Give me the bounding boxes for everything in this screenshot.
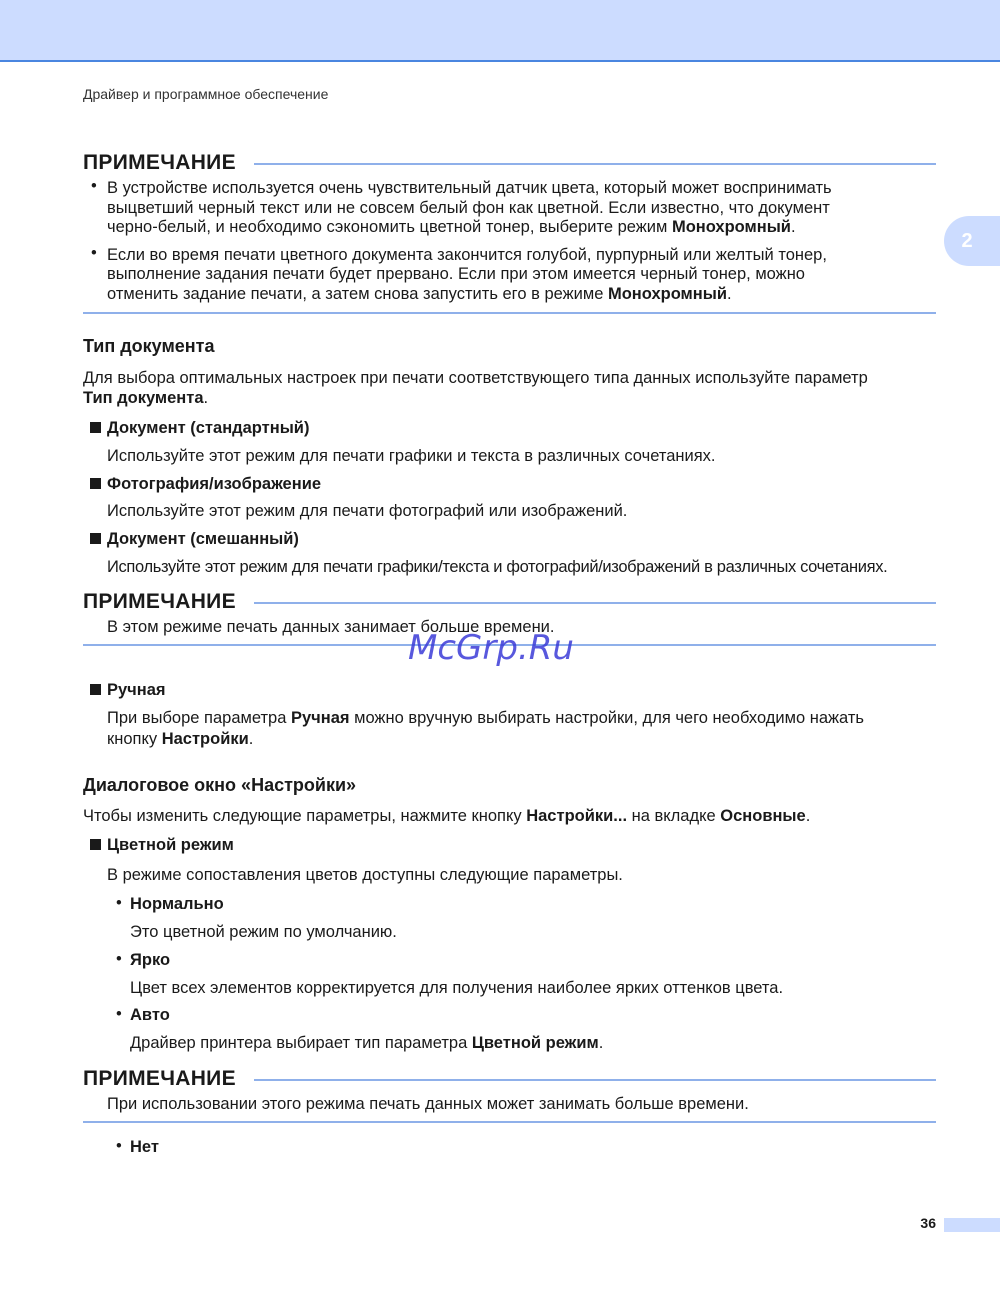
bullet-icon: • [91, 177, 97, 195]
note-heading [83, 151, 936, 175]
chapter-tab: 2 [944, 216, 1000, 266]
option-desc: Используйте этот режим для печати фотографий или изображений. [107, 502, 628, 520]
bullet-icon: • [116, 1137, 122, 1155]
note-text: Если во время печати цветного документа закончится голубой, пурпурный или желтый тонер, [107, 246, 827, 264]
paragraph: Чтобы изменить следующие параметры, нажмите кнопку Настройки... на вкладке Основные. [83, 807, 811, 825]
section-heading: Диалоговое окно «Настройки» [83, 775, 357, 795]
option-desc: В режиме сопоставления цветов доступны следующие параметры. [107, 866, 623, 884]
paragraph: Для выбора оптимальных настроек при печати соответствующего типа данных используйте параметр [83, 369, 868, 387]
sub-option-title: Нет [130, 1138, 159, 1156]
note-heading [83, 590, 936, 614]
option-title: Документ (смешанный) [90, 529, 299, 549]
note-end-rule [83, 312, 936, 314]
watermark: McGrp.Ru [408, 628, 574, 668]
note-rule [254, 602, 936, 604]
option-title: Ручная [90, 680, 166, 700]
section-heading: Тип документа [83, 336, 215, 356]
note-rule [254, 163, 936, 165]
square-bullet-icon [90, 422, 101, 433]
option-desc: Используйте этот режим для печати графики/текста и фотографий/изображений в различных сочетаниях. [107, 558, 888, 576]
option-desc: кнопку Настройки. [107, 730, 254, 748]
sub-option-title: Авто [130, 1006, 170, 1024]
note-text: При использовании этого режима печать данных может занимать больше времени. [107, 1095, 749, 1113]
option-desc: При выборе параметра Ручная можно вручную выбирать настройки, для чего необходимо нажать [107, 709, 865, 727]
sub-option-desc: Цвет всех элементов корректируется для получения наиболее ярких оттенков цвета. [130, 979, 784, 997]
note-title: ПРИМЕЧАНИЕ [83, 151, 236, 174]
sub-option-desc: Это цветной режим по умолчанию. [130, 923, 397, 941]
sub-option-desc: Драйвер принтера выбирает тип параметра Цветной режим. [130, 1034, 604, 1052]
note-heading [83, 1067, 936, 1091]
note-title: ПРИМЕЧАНИЕ [83, 1067, 236, 1090]
option-desc: Используйте этот режим для печати графики и текста в различных сочетаниях. [107, 447, 716, 465]
paragraph: Тип документа. [83, 389, 209, 407]
bullet-icon: • [116, 1005, 122, 1023]
bullet-icon: • [116, 894, 122, 912]
square-bullet-icon [90, 839, 101, 850]
option-title: Документ (стандартный) [90, 418, 309, 438]
option-title: Цветной режим [90, 835, 234, 855]
note-text: В устройстве используется очень чувствительный датчик цвета, который может воспринимать [107, 179, 832, 197]
note-text: выполнение задания печати будет прервано. Если при этом имеется черный тонер, можно [107, 265, 805, 283]
note-text: выцветший черный текст или не совсем белый фон как цветной. Если известно, что документ [107, 199, 830, 217]
running-header: Драйвер и программное обеспечение [83, 86, 329, 102]
note-text: отменить задание печати, а затем снова запустить его в режиме Монохромный. [107, 285, 732, 303]
square-bullet-icon [90, 478, 101, 489]
note-text: В этом режиме печать данных занимает больше времени. [107, 618, 555, 636]
note-title: ПРИМЕЧАНИЕ [83, 590, 236, 613]
square-bullet-icon [90, 684, 101, 695]
page-number-bar [944, 1218, 1000, 1232]
page-number: 36 [920, 1215, 936, 1231]
bullet-icon: • [116, 950, 122, 968]
bullet-icon: • [91, 244, 97, 262]
note-text: черно-белый, и необходимо сэкономить цветной тонер, выберите режим Монохромный. [107, 218, 796, 236]
sub-option-title: Ярко [130, 951, 171, 969]
note-rule [254, 1079, 936, 1081]
sub-option-title: Нормально [130, 895, 224, 913]
note-end-rule [83, 1121, 936, 1123]
top-header-band [0, 0, 1000, 62]
square-bullet-icon [90, 533, 101, 544]
option-title: Фотография/изображение [90, 474, 321, 494]
